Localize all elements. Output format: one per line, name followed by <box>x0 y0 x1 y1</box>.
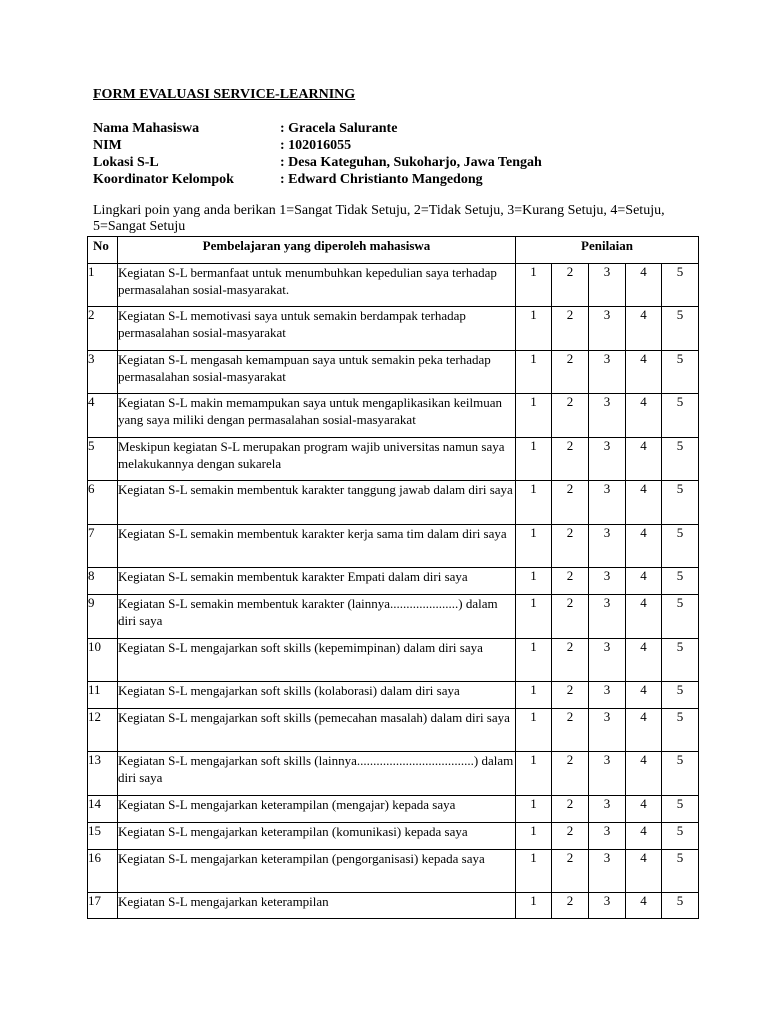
rating-value: 3 <box>603 264 611 279</box>
table-row <box>88 595 699 639</box>
rating-option-4[interactable] <box>626 438 662 481</box>
row-number: 9 <box>88 595 118 639</box>
rating-option-1[interactable] <box>516 893 552 919</box>
rating-option-1[interactable] <box>516 525 552 568</box>
rating-option-5[interactable] <box>662 682 699 709</box>
rating-value: 5 <box>676 796 684 811</box>
rating-value: 5 <box>676 823 684 838</box>
rating-option-1[interactable] <box>516 351 552 394</box>
row-number: 17 <box>88 893 118 919</box>
rating-option-2[interactable] <box>552 264 589 307</box>
row-statement: Kegiatan S-L mengajarkan soft skills (pemecahan masalah) dalam diri saya <box>118 709 516 752</box>
rating-option-1[interactable] <box>516 682 552 709</box>
rating-value: 3 <box>603 438 611 453</box>
rating-value: 3 <box>603 481 611 496</box>
rating-value: 1 <box>530 351 537 366</box>
rating-option-2[interactable] <box>552 525 589 568</box>
row-number: 11 <box>88 682 118 709</box>
row-number: 2 <box>88 307 118 351</box>
table-body <box>88 264 699 919</box>
rating-value: 1 <box>530 525 537 540</box>
rating-value: 1 <box>530 307 537 322</box>
rating-value: 2 <box>566 438 574 453</box>
rating-value: 4 <box>640 709 647 724</box>
rating-value: 4 <box>640 481 647 496</box>
rating-value: 5 <box>676 307 684 322</box>
rating-option-5[interactable] <box>662 394 699 438</box>
rating-value: 1 <box>530 823 537 838</box>
rating-option-1[interactable] <box>516 481 552 525</box>
table-row <box>88 264 699 307</box>
rating-value: 1 <box>530 394 537 409</box>
rating-value: 3 <box>603 568 611 583</box>
row-statement: Kegiatan S-L memotivasi saya untuk semakin berdampak terhadap permasalahan sosial-masyarakat <box>118 307 516 351</box>
rating-option-1[interactable] <box>516 595 552 639</box>
rating-option-5[interactable] <box>662 823 699 850</box>
row-statement: Kegiatan S-L mengajarkan soft skills (kolaborasi) dalam diri saya <box>118 682 516 709</box>
info-label: Lokasi S-L <box>93 155 159 170</box>
rating-option-4[interactable] <box>626 752 662 796</box>
rating-value: 5 <box>676 595 684 610</box>
rating-value: 3 <box>603 639 611 654</box>
rating-option-3[interactable] <box>589 525 626 568</box>
rating-value: 5 <box>676 893 684 908</box>
row-number: 12 <box>88 709 118 752</box>
info-value: : Desa Kateguhan, Sukoharjo, Jawa Tengah <box>280 155 542 170</box>
rating-value: 3 <box>603 823 611 838</box>
rating-value: 2 <box>566 752 574 767</box>
rating-value: 4 <box>640 394 647 409</box>
rating-option-2[interactable] <box>552 823 589 850</box>
row-number: 5 <box>88 438 118 481</box>
row-number: 6 <box>88 481 118 525</box>
rating-value: 1 <box>530 752 537 767</box>
row-number: 13 <box>88 752 118 796</box>
rating-value: 4 <box>640 823 647 838</box>
rating-option-4[interactable] <box>626 307 662 351</box>
rating-value: 3 <box>603 394 611 409</box>
rating-value: 4 <box>640 307 647 322</box>
rating-value: 2 <box>566 525 574 540</box>
table-row <box>88 481 699 525</box>
rating-option-5[interactable] <box>662 264 699 307</box>
rating-value: 3 <box>603 682 611 697</box>
row-statement: Kegiatan S-L mengajarkan keterampilan (mengajar) kepada saya <box>118 796 516 823</box>
rating-option-4[interactable] <box>626 893 662 919</box>
rating-value: 4 <box>640 850 647 865</box>
row-number: 7 <box>88 525 118 568</box>
rating-option-3[interactable] <box>589 264 626 307</box>
rating-value: 1 <box>530 709 537 724</box>
rating-option-4[interactable] <box>626 568 662 595</box>
rating-option-5[interactable] <box>662 438 699 481</box>
table-header-row <box>88 237 699 264</box>
rating-option-4[interactable] <box>626 639 662 682</box>
rating-option-3[interactable] <box>589 481 626 525</box>
rating-value: 5 <box>676 481 684 496</box>
rating-value: 2 <box>566 796 574 811</box>
header-score: Penilaian <box>516 237 699 264</box>
rating-value: 1 <box>530 796 537 811</box>
row-statement: Kegiatan S-L mengajarkan keterampilan <box>118 893 516 919</box>
row-number: 4 <box>88 394 118 438</box>
table-row <box>88 752 699 796</box>
row-statement: Kegiatan S-L semakin membentuk karakter (lainnya.....................) dalam diri saya <box>118 595 516 639</box>
row-statement: Kegiatan S-L semakin membentuk karakter kerja sama tim dalam diri saya <box>118 525 516 568</box>
rating-option-3[interactable] <box>589 595 626 639</box>
rating-value: 5 <box>676 394 684 409</box>
rating-value: 2 <box>566 307 574 322</box>
rating-value: 4 <box>640 525 647 540</box>
rating-value: 4 <box>640 682 647 697</box>
rating-option-3[interactable] <box>589 394 626 438</box>
rating-value: 5 <box>676 639 684 654</box>
info-label: NIM <box>93 138 122 153</box>
row-number: 10 <box>88 639 118 682</box>
rating-value: 5 <box>676 568 684 583</box>
rating-value: 3 <box>603 850 611 865</box>
header-learning: Pembelajaran yang diperoleh mahasiswa <box>118 237 516 264</box>
rating-value: 1 <box>530 595 537 610</box>
row-statement: Kegiatan S-L semakin membentuk karakter tanggung jawab dalam diri saya <box>118 481 516 525</box>
rating-option-1[interactable] <box>516 709 552 752</box>
rating-value: 2 <box>566 823 574 838</box>
rating-option-4[interactable] <box>626 850 662 893</box>
rating-option-1[interactable] <box>516 850 552 893</box>
rating-option-2[interactable] <box>552 682 589 709</box>
rating-value: 1 <box>530 264 537 279</box>
form-title: FORM EVALUASI SERVICE-LEARNING <box>93 87 356 102</box>
rating-option-5[interactable] <box>662 796 699 823</box>
table-row <box>88 682 699 709</box>
rating-instruction: Lingkari poin yang anda berikan 1=Sangat Tidak Setuju, 2=Tidak Setuju, 3=Kurang Setuju, 4=Setuju, 5=Sangat Setuju <box>93 203 665 234</box>
row-number: 16 <box>88 850 118 893</box>
rating-option-1[interactable] <box>516 796 552 823</box>
rating-value: 5 <box>676 438 684 453</box>
rating-option-2[interactable] <box>552 568 589 595</box>
rating-value: 3 <box>603 752 611 767</box>
rating-option-4[interactable] <box>626 394 662 438</box>
row-number: 14 <box>88 796 118 823</box>
rating-value: 4 <box>640 796 647 811</box>
rating-option-1[interactable] <box>516 752 552 796</box>
rating-value: 2 <box>566 568 574 583</box>
row-statement: Kegiatan S-L mengajarkan keterampilan (pengorganisasi) kepada saya <box>118 850 516 893</box>
rating-option-3[interactable] <box>589 682 626 709</box>
rating-option-1[interactable] <box>516 823 552 850</box>
rating-option-2[interactable] <box>552 394 589 438</box>
rating-option-2[interactable] <box>552 850 589 893</box>
rating-option-2[interactable] <box>552 709 589 752</box>
rating-option-3[interactable] <box>589 850 626 893</box>
rating-option-4[interactable] <box>626 709 662 752</box>
rating-value: 3 <box>603 796 611 811</box>
table-row <box>88 568 699 595</box>
rating-option-4[interactable] <box>626 823 662 850</box>
table-row <box>88 796 699 823</box>
rating-option-5[interactable] <box>662 525 699 568</box>
rating-option-1[interactable] <box>516 394 552 438</box>
info-label: Nama Mahasiswa <box>93 121 200 136</box>
row-number: 8 <box>88 568 118 595</box>
rating-option-4[interactable] <box>626 351 662 394</box>
rating-value: 4 <box>640 264 647 279</box>
rating-option-5[interactable] <box>662 351 699 394</box>
rating-value: 1 <box>530 568 537 583</box>
rating-value: 2 <box>566 682 574 697</box>
rating-value: 1 <box>530 850 537 865</box>
rating-value: 4 <box>640 639 647 654</box>
rating-value: 3 <box>603 351 611 366</box>
rating-option-2[interactable] <box>552 796 589 823</box>
rating-value: 4 <box>640 438 647 453</box>
table-row <box>88 709 699 752</box>
table-row <box>88 351 699 394</box>
rating-value: 1 <box>530 481 537 496</box>
rating-option-3[interactable] <box>589 351 626 394</box>
row-statement: Kegiatan S-L makin memampukan saya untuk mengaplikasikan keilmuan yang saya miliki dengan permasalahan sosial-masyarakat <box>118 394 516 438</box>
rating-option-3[interactable] <box>589 893 626 919</box>
table-row <box>88 525 699 568</box>
header-no: No <box>88 237 118 264</box>
row-statement: Kegiatan S-L semakin membentuk karakter Empati dalam diri saya <box>118 568 516 595</box>
rating-option-1[interactable] <box>516 438 552 481</box>
rating-option-1[interactable] <box>516 568 552 595</box>
table-row <box>88 394 699 438</box>
row-statement: Kegiatan S-L bermanfaat untuk menumbuhkan kepedulian saya terhadap permasalahan sosial-masyarakat. <box>118 264 516 307</box>
rating-option-1[interactable] <box>516 264 552 307</box>
info-value: : Edward Christianto Mangedong <box>280 172 483 187</box>
rating-option-3[interactable] <box>589 438 626 481</box>
rating-value: 1 <box>530 438 537 453</box>
rating-option-5[interactable] <box>662 307 699 351</box>
rating-value: 2 <box>566 481 574 496</box>
rating-option-5[interactable] <box>662 481 699 525</box>
rating-value: 4 <box>640 351 647 366</box>
rating-value: 4 <box>640 595 647 610</box>
rating-option-2[interactable] <box>552 893 589 919</box>
rating-value: 3 <box>603 525 611 540</box>
rating-option-4[interactable] <box>626 481 662 525</box>
rating-option-3[interactable] <box>589 568 626 595</box>
rating-option-4[interactable] <box>626 682 662 709</box>
table-row <box>88 438 699 481</box>
table-row <box>88 893 699 919</box>
rating-value: 2 <box>566 351 574 366</box>
rating-option-4[interactable] <box>626 796 662 823</box>
rating-option-2[interactable] <box>552 438 589 481</box>
rating-option-5[interactable] <box>662 752 699 796</box>
row-number: 1 <box>88 264 118 307</box>
table-row <box>88 823 699 850</box>
rating-option-5[interactable] <box>662 893 699 919</box>
rating-option-3[interactable] <box>589 709 626 752</box>
rating-value: 5 <box>676 351 684 366</box>
row-statement: Kegiatan S-L mengajarkan keterampilan (komunikasi) kepada saya <box>118 823 516 850</box>
rating-option-5[interactable] <box>662 568 699 595</box>
rating-option-2[interactable] <box>552 481 589 525</box>
rating-value: 2 <box>566 850 574 865</box>
rating-option-5[interactable] <box>662 709 699 752</box>
row-number: 3 <box>88 351 118 394</box>
rating-value: 1 <box>530 682 537 697</box>
rating-value: 3 <box>603 893 611 908</box>
rating-value: 5 <box>676 682 684 697</box>
info-value: : Gracela Salurante <box>280 121 398 136</box>
rating-value: 1 <box>530 639 537 654</box>
info-label: Koordinator Kelompok <box>93 172 234 187</box>
rating-value: 4 <box>640 568 647 583</box>
evaluation-table <box>87 236 699 919</box>
info-value: : 102016055 <box>280 138 352 153</box>
rating-option-2[interactable] <box>552 307 589 351</box>
rating-option-2[interactable] <box>552 595 589 639</box>
rating-value: 2 <box>566 264 574 279</box>
rating-option-5[interactable] <box>662 850 699 893</box>
rating-option-5[interactable] <box>662 639 699 682</box>
rating-option-2[interactable] <box>552 351 589 394</box>
rating-option-1[interactable] <box>516 307 552 351</box>
rating-value: 2 <box>566 639 574 654</box>
rating-value: 1 <box>530 893 537 908</box>
rating-value: 5 <box>676 850 684 865</box>
row-statement: Kegiatan S-L mengajarkan soft skills (lainnya....................................) dalam diri saya <box>118 752 516 796</box>
rating-option-4[interactable] <box>626 595 662 639</box>
rating-option-3[interactable] <box>589 823 626 850</box>
row-number: 15 <box>88 823 118 850</box>
rating-option-3[interactable] <box>589 796 626 823</box>
rating-option-1[interactable] <box>516 639 552 682</box>
rating-value: 5 <box>676 525 684 540</box>
table-row <box>88 307 699 351</box>
rating-value: 3 <box>603 307 611 322</box>
rating-value: 5 <box>676 264 684 279</box>
table-row <box>88 850 699 893</box>
rating-option-3[interactable] <box>589 752 626 796</box>
rating-value: 4 <box>640 752 647 767</box>
rating-value: 2 <box>566 595 574 610</box>
row-statement: Meskipun kegiatan S-L merupakan program wajib universitas namun saya melakukannya dengan sukarela <box>118 438 516 481</box>
rating-option-3[interactable] <box>589 639 626 682</box>
rating-value: 3 <box>603 595 611 610</box>
row-statement: Kegiatan S-L mengasah kemampuan saya untuk semakin peka terhadap permasalahan sosial-masyarakat <box>118 351 516 394</box>
rating-option-5[interactable] <box>662 595 699 639</box>
rating-option-4[interactable] <box>626 264 662 307</box>
rating-value: 2 <box>566 709 574 724</box>
rating-option-4[interactable] <box>626 525 662 568</box>
rating-value: 4 <box>640 893 647 908</box>
rating-value: 5 <box>676 709 684 724</box>
table-row <box>88 639 699 682</box>
rating-value: 3 <box>603 709 611 724</box>
rating-value: 2 <box>566 394 574 409</box>
rating-option-3[interactable] <box>589 307 626 351</box>
row-statement: Kegiatan S-L mengajarkan soft skills (kepemimpinan) dalam diri saya <box>118 639 516 682</box>
rating-value: 5 <box>676 752 684 767</box>
rating-value: 2 <box>566 893 574 908</box>
rating-option-2[interactable] <box>552 752 589 796</box>
rating-option-2[interactable] <box>552 639 589 682</box>
